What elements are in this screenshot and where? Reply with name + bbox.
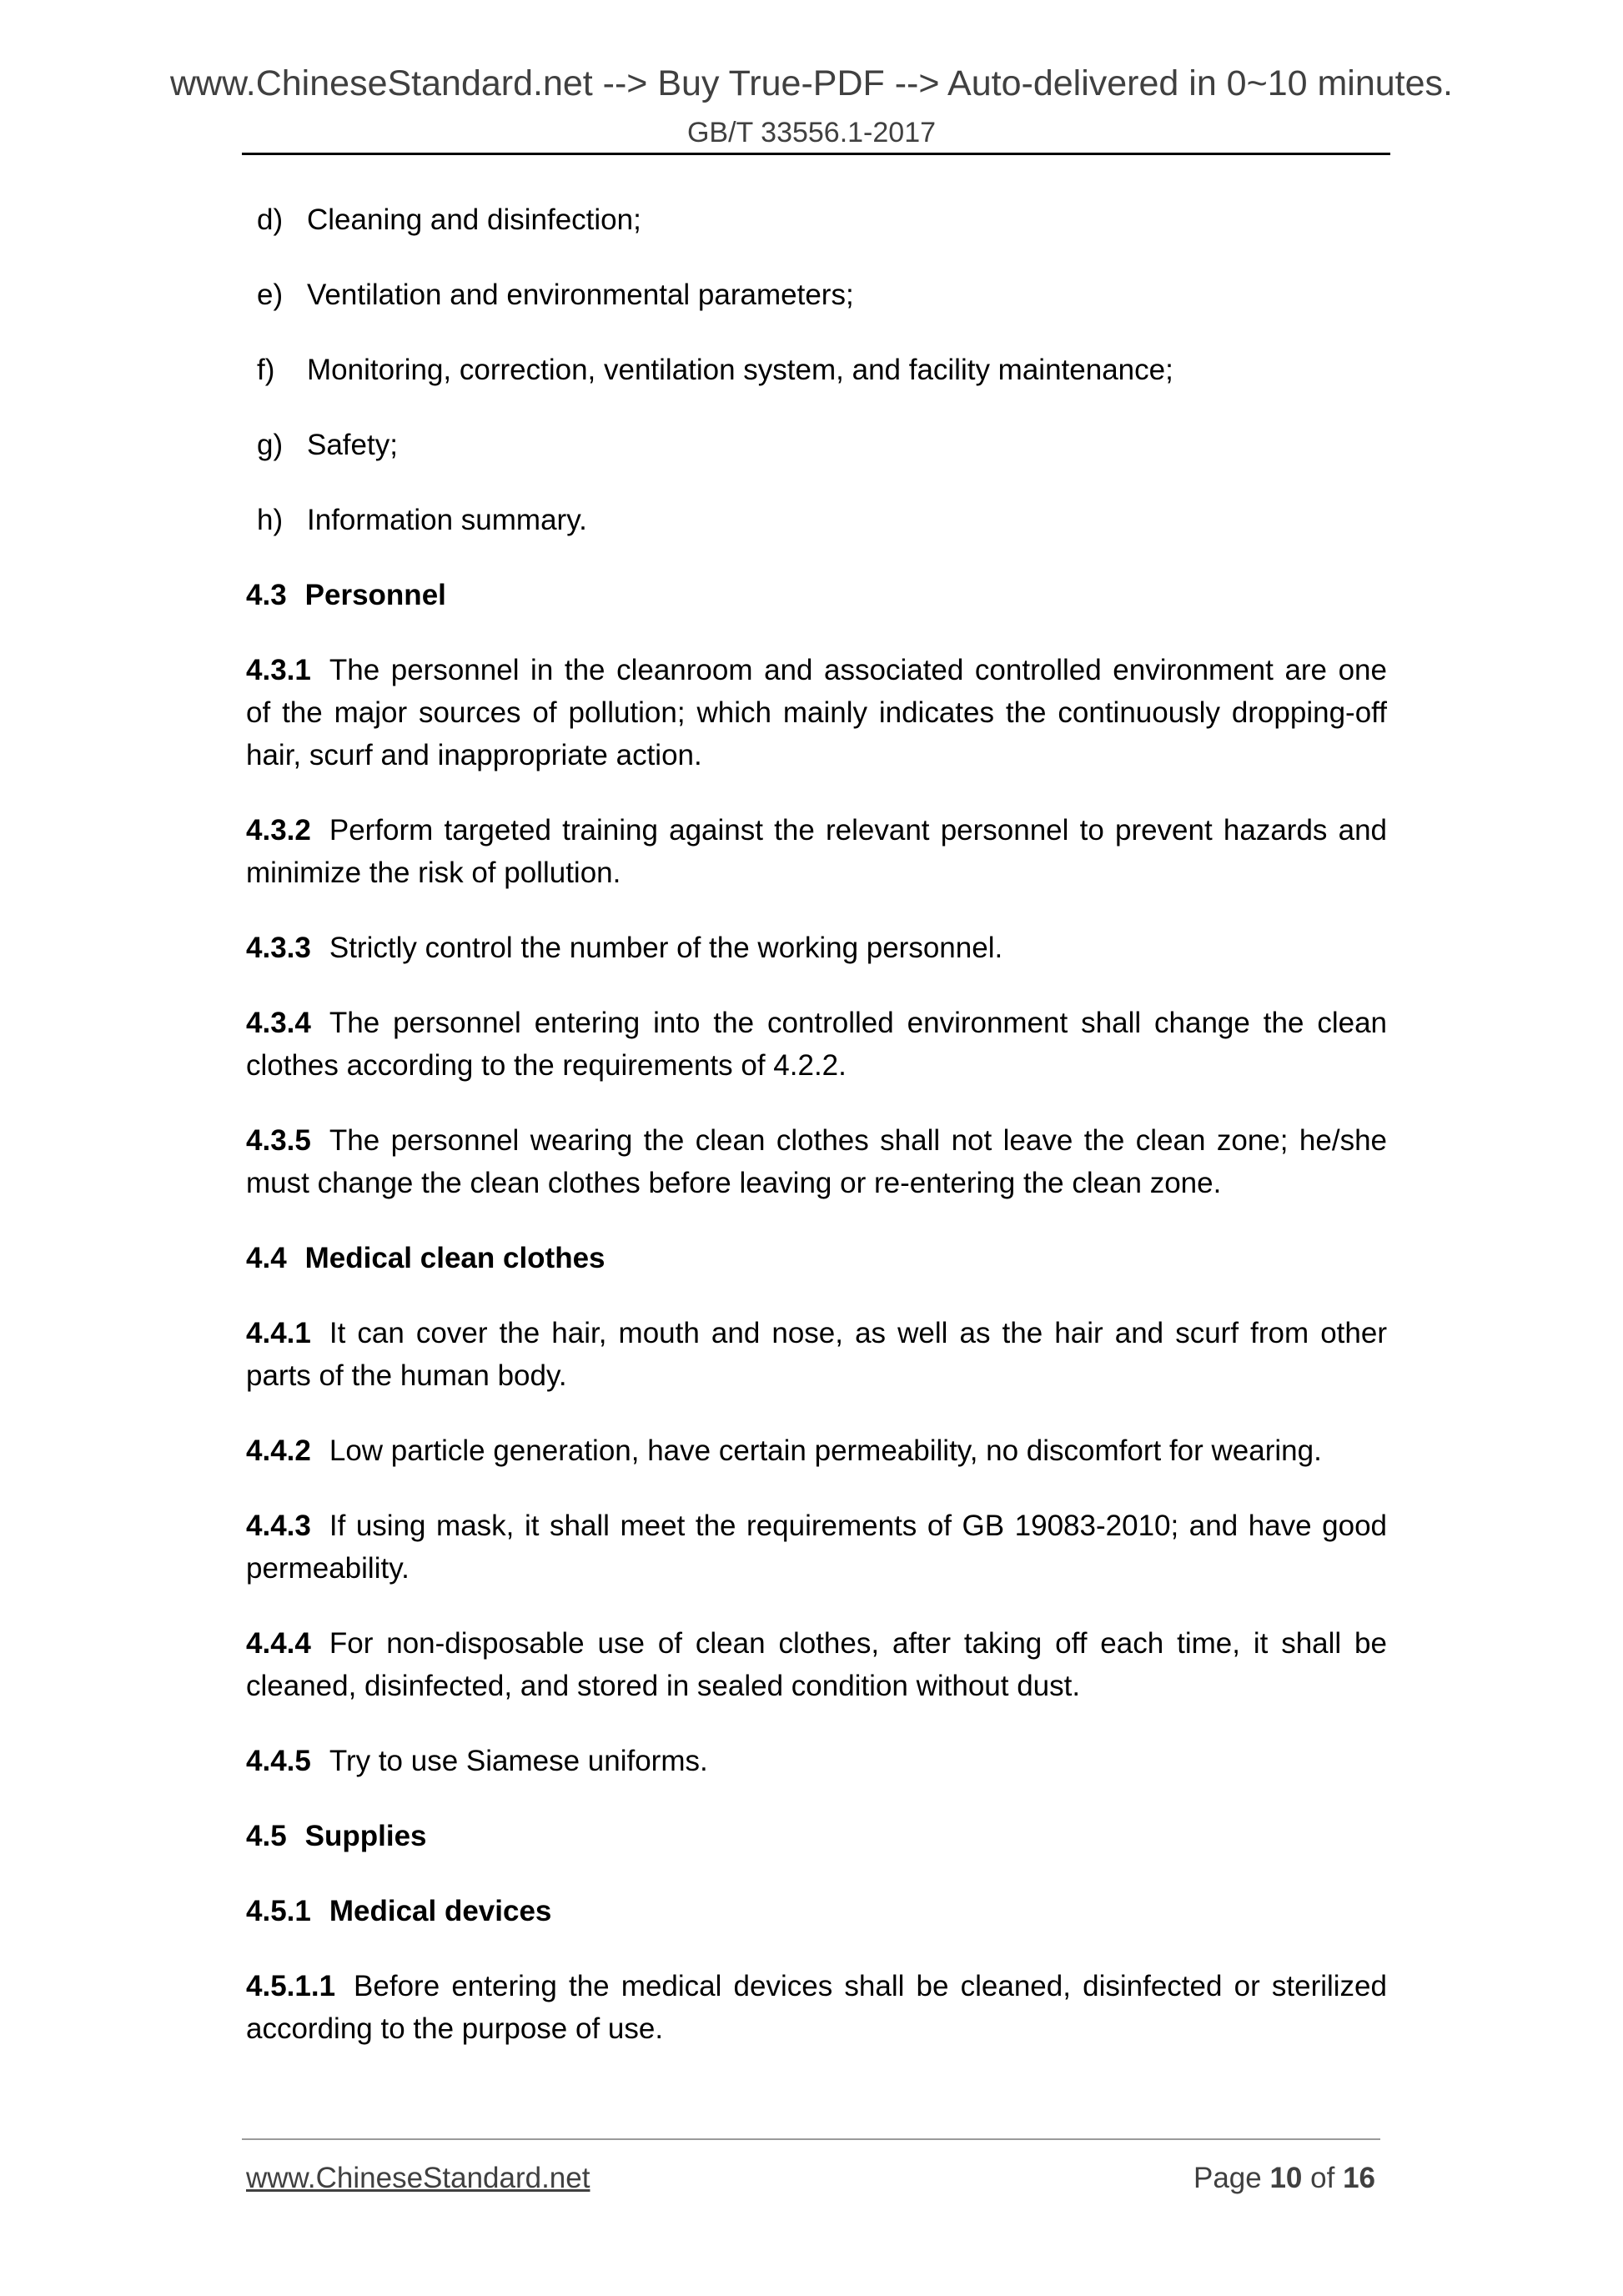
clause-text: The personnel entering into the controlled environment shall change the clean clothes according to the requirements of 4.2.2. [246, 1007, 1387, 1082]
clause-number: 4.4.1 [246, 1317, 311, 1349]
clause-paragraph [246, 1312, 1387, 1397]
clause-number: 4.3.4 [246, 1007, 311, 1039]
footer-divider [242, 2138, 1380, 2140]
clause-paragraph [246, 1429, 1387, 1472]
clause-text: If using mask, it shall meet the requirements of GB 19083-2010; and have good permeability. [246, 1510, 1387, 1585]
heading-text: Medical devices [329, 1895, 552, 1927]
section-heading [246, 1237, 1387, 1279]
heading-text: Supplies [304, 1820, 427, 1852]
list-item [257, 274, 1387, 316]
list-text: Ventilation and environmental parameters; [307, 279, 854, 311]
clause-paragraph [246, 1119, 1387, 1204]
page-of-label: of [1310, 2162, 1335, 2194]
clause-paragraph [246, 927, 1387, 969]
clause-number: 4.3.2 [246, 814, 311, 847]
list-marker: f) [257, 354, 275, 386]
header-banner: www.ChineseStandard.net --> Buy True-PDF --> Auto-delivered in 0~10 minutes. [169, 63, 1453, 103]
clause-number: 4.4 [246, 1242, 287, 1274]
clause-text: It can cover the hair, mouth and nose, as well as the hair and scurf from other parts of the human body. [246, 1317, 1387, 1392]
list-item [257, 349, 1387, 391]
list-marker: g) [257, 429, 284, 461]
clause-number: 4.4.5 [246, 1745, 311, 1777]
clause-paragraph [246, 809, 1387, 894]
clause-text: For non-disposable use of clean clothes, after taking off each time, it shall be cleaned, disinfected, and stored in sealed condition without dust. [246, 1627, 1387, 1702]
clause-number: 4.4.4 [246, 1627, 311, 1660]
clause-text: The personnel wearing the clean clothes shall not leave the clean zone; he/she must change the clean clothes before leaving or re-entering the clean zone. [246, 1124, 1387, 1199]
section-heading [246, 1815, 1387, 1857]
list-item [257, 424, 1387, 466]
clause-number: 4.3 [246, 579, 287, 611]
clause-paragraph [246, 1740, 1387, 1782]
section-heading [246, 1890, 1387, 1932]
page-current: 10 [1269, 2162, 1303, 2194]
clause-paragraph [246, 649, 1387, 776]
header-divider [242, 153, 1390, 155]
clause-text: Perform targeted training against the relevant personnel to prevent hazards and minimize the risk of pollution. [246, 814, 1387, 889]
clause-text: The personnel in the cleanroom and associated controlled environment are one of the major sources of pollution; which mainly indicates the continuously dropping-off hair, scurf and inappropriate action. [246, 654, 1387, 771]
clause-number: 4.3.5 [246, 1124, 311, 1157]
list-text: Monitoring, correction, ventilation system, and facility maintenance; [307, 354, 1173, 386]
clause-number: 4.4.2 [246, 1434, 311, 1467]
list-marker: e) [257, 279, 284, 311]
clause-paragraph [246, 1622, 1387, 1707]
clause-paragraph [246, 1505, 1387, 1590]
list-marker: h) [257, 504, 284, 536]
document-body [246, 198, 1387, 2082]
standard-id: GB/T 33556.1-2017 [686, 117, 937, 148]
heading-text: Personnel [304, 579, 446, 611]
page-total: 16 [1343, 2162, 1375, 2194]
list-text: Cleaning and disinfection; [307, 203, 641, 236]
clause-text: Low particle generation, have certain permeability, no discomfort for wearing. [329, 1434, 1322, 1467]
heading-text: Medical clean clothes [304, 1242, 605, 1274]
section-heading [246, 574, 1387, 616]
page-label: Page [1193, 2162, 1262, 2194]
list-item [257, 198, 1387, 241]
clause-number: 4.3.3 [246, 932, 311, 964]
clause-text: Strictly control the number of the working personnel. [329, 932, 1003, 964]
clause-number: 4.3.1 [246, 654, 311, 686]
clause-paragraph [246, 1965, 1387, 2050]
list-marker: d) [257, 203, 284, 236]
clause-number: 4.4.3 [246, 1510, 311, 1542]
clause-number: 4.5 [246, 1820, 287, 1852]
list-text: Safety; [307, 429, 398, 461]
list-text: Information summary. [307, 504, 587, 536]
footer-website-link[interactable]: www.ChineseStandard.net [246, 2162, 590, 2194]
clause-number: 4.5.1.1 [246, 1970, 336, 2002]
clause-paragraph [246, 1002, 1387, 1087]
clause-text: Try to use Siamese uniforms. [329, 1745, 708, 1777]
list-item [257, 499, 1387, 541]
clause-text: Before entering the medical devices shall be cleaned, disinfected or sterilized according to the purpose of use. [246, 1970, 1387, 2045]
page-indicator [1193, 2162, 1375, 2195]
clause-number: 4.5.1 [246, 1895, 311, 1927]
